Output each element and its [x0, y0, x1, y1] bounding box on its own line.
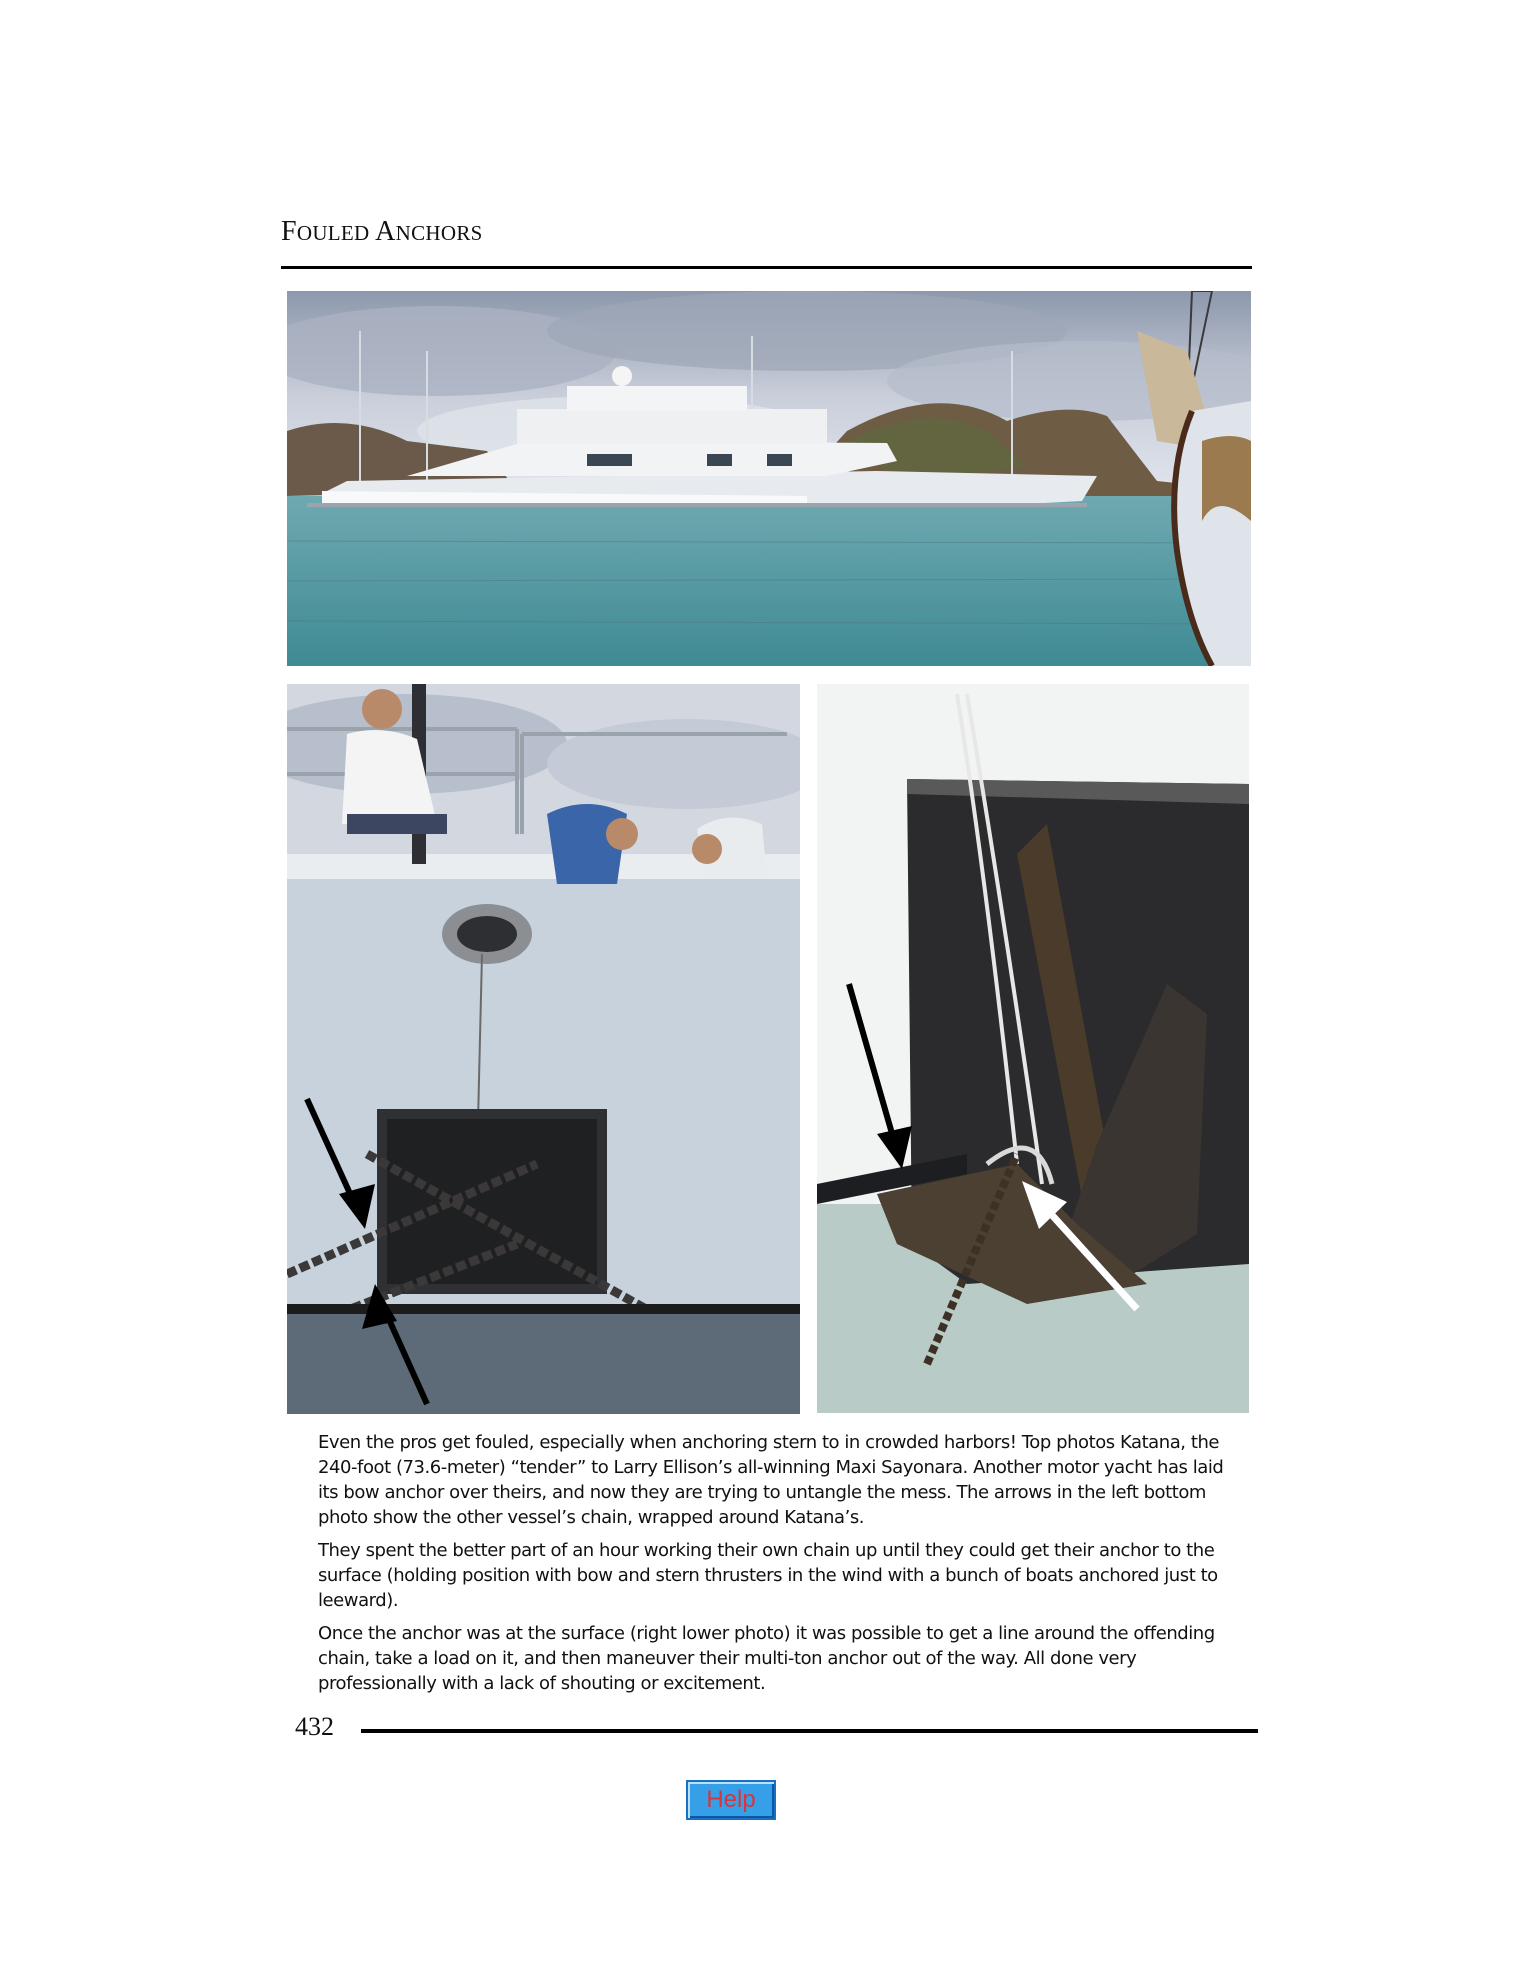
- photo-anchor-at-surface: [817, 684, 1249, 1413]
- title-part: A: [375, 216, 396, 247]
- photo-yacht-harbor: [287, 291, 1251, 666]
- help-button[interactable]: Help: [686, 1780, 776, 1820]
- footer-rule: [361, 1729, 1258, 1733]
- page-number: 432: [295, 1712, 334, 1741]
- page-title: [281, 216, 483, 248]
- title-part: NCHORS: [395, 221, 483, 245]
- caption-paragraph: Even the pros get fouled, especially when anchoring stern to in crowded harbors! Top photos Katana, the 240-foot (73.6-meter) “tender” to Larry Ellison’s all-winning Maxi Sayonara. Another motor yacht has laid its bow anchor over theirs, and now they are trying to untangle the mess. The arrows in the left bottom photo show the other vessel’s chain, wrapped around Katana’s.: [318, 1432, 1224, 1528]
- caption-paragraph: They spent the better part of an hour working their own chain up until they could get their anchor to the surface (holding position with bow and stern thrusters in the wind with a bunch of boats anchored just to leeward).: [318, 1540, 1218, 1611]
- title-part: F: [281, 216, 297, 247]
- header-rule: [281, 266, 1252, 269]
- figure-caption: [318, 1430, 1238, 1704]
- caption-paragraph: Once the anchor was at the surface (right lower photo) it was possible to get a line around the offending chain, take a load on it, and then maneuver their multi-ton anchor out of the way. All done very professionally with a lack of shouting or excitement.: [318, 1623, 1215, 1694]
- title-part: OULED: [296, 221, 376, 245]
- photo-fouled-chain-stern: [287, 684, 800, 1414]
